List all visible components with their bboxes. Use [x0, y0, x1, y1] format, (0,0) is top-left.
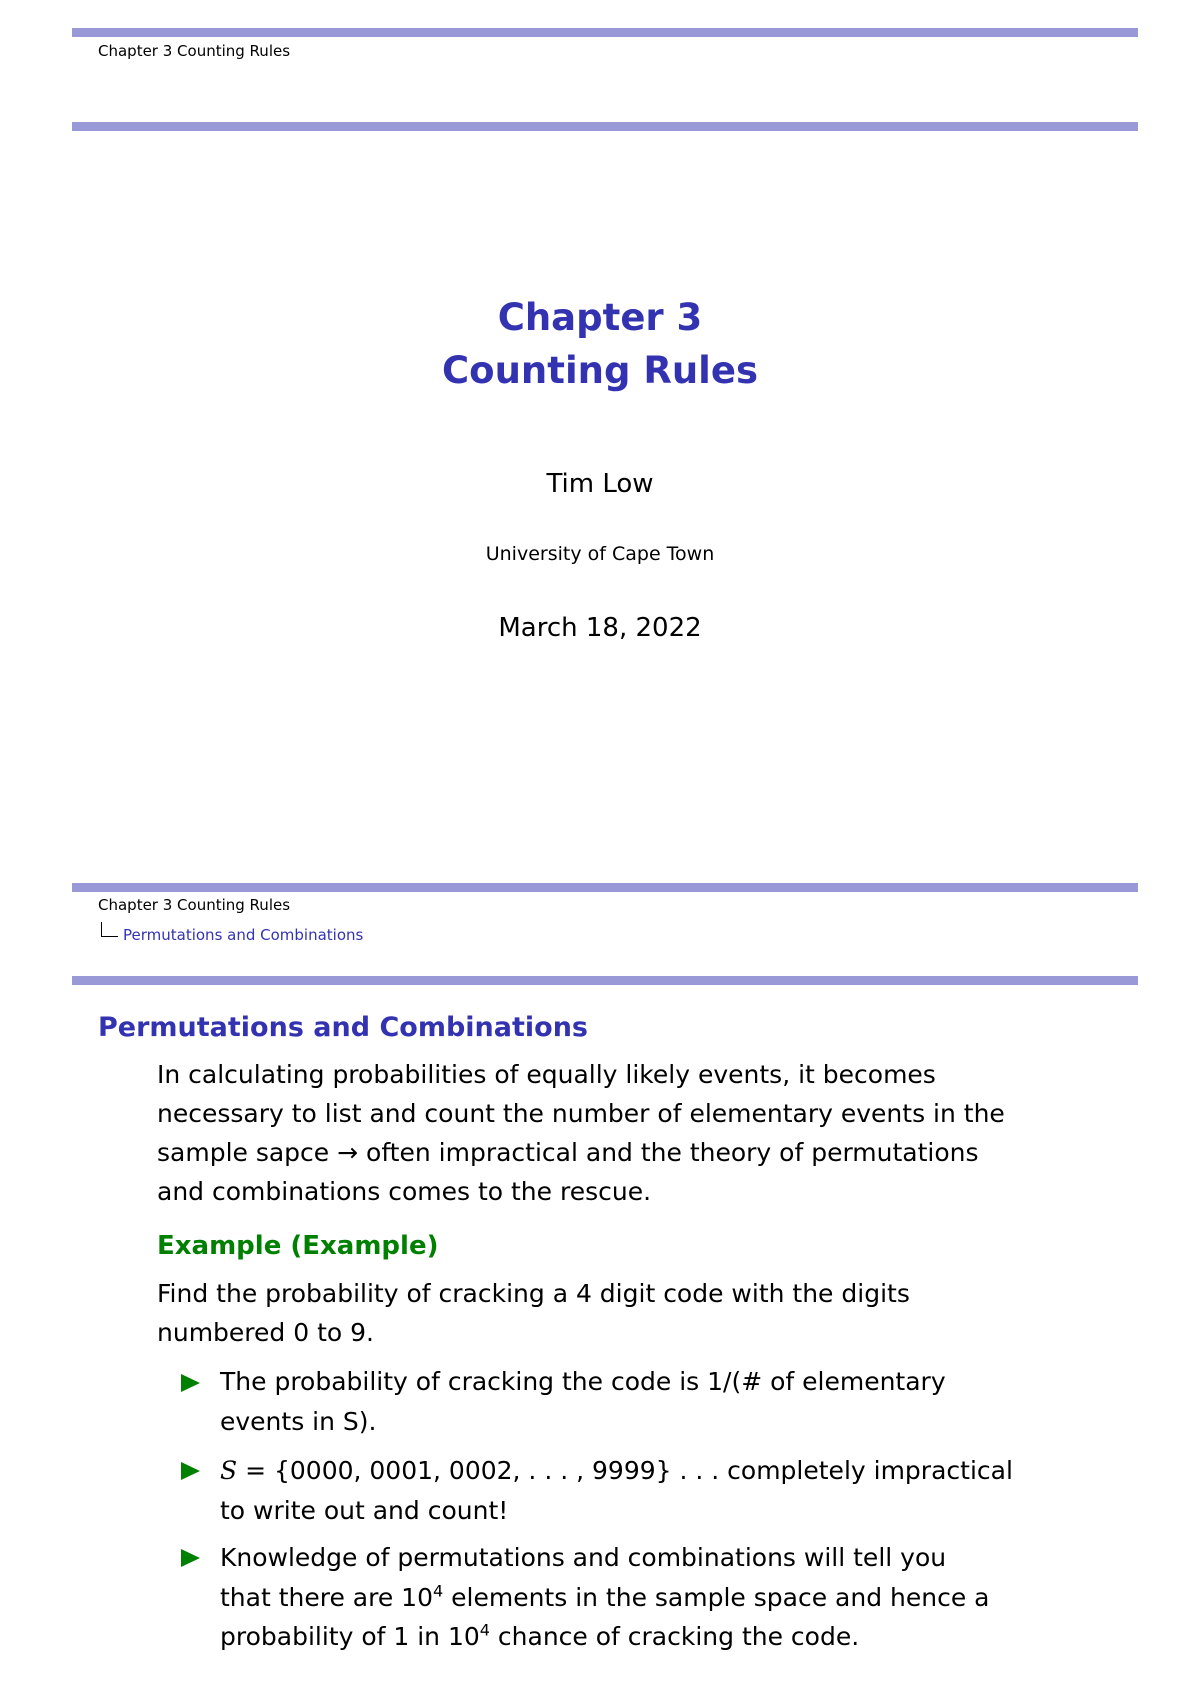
bullet-text: = {0000, 0001, 0002, . . . , 9999} . . . completely impractical: [237, 1456, 1013, 1485]
bullet-text: probability of 1 in 10: [220, 1622, 480, 1651]
intro-paragraph: [157, 1055, 1005, 1211]
exponent: 4: [479, 1620, 490, 1640]
bullet-line: [220, 1617, 989, 1657]
bullet-text: elements in the sample space and hence a: [443, 1582, 990, 1612]
header-bar-bottom: [72, 122, 1138, 131]
title-line-2: Counting Rules: [442, 349, 758, 392]
bullet-item: [220, 1538, 989, 1657]
bullet-line: Knowledge of permutations and combinations will tell you: [220, 1543, 947, 1572]
bullet-item: [220, 1362, 946, 1441]
date: March 18, 2022: [498, 613, 702, 643]
bullet-line: The probability of cracking the code is 1/(# of elementary: [220, 1367, 946, 1396]
bullet-triangle-icon: [181, 1462, 200, 1480]
bullet-item: [220, 1451, 1013, 1530]
exponent: 4: [433, 1581, 444, 1601]
bullet-triangle-icon: [181, 1549, 200, 1567]
example-line: Find the probability of cracking a 4 digit code with the digits: [157, 1279, 910, 1308]
paragraph-line: sample sapce → often impractical and the theory of permutations: [157, 1138, 979, 1167]
section-breadcrumb: Permutations and Combinations: [123, 926, 364, 944]
header-bar-top: [72, 883, 1138, 892]
bullet-text: chance of cracking the code.: [489, 1622, 860, 1651]
title-line-1: Chapter 3: [497, 296, 703, 339]
bullet-line: events in S).: [220, 1406, 377, 1436]
paragraph-line: necessary to list and count the number of elementary events in the: [157, 1099, 1005, 1128]
example-heading: Example (Example): [157, 1231, 439, 1261]
paragraph-line: and combinations comes to the rescue.: [157, 1177, 652, 1206]
slide-header: Chapter 3 Counting Rules: [98, 42, 291, 60]
math-variable: S: [220, 1456, 238, 1485]
bullet-text: that there are 10: [220, 1582, 433, 1612]
author: Tim Low: [546, 469, 654, 499]
institute: University of Cape Town: [485, 543, 715, 565]
bullet-triangle-icon: [181, 1374, 200, 1392]
paragraph-line: In calculating probabilities of equally likely events, it becomes: [157, 1060, 936, 1089]
bullet-line: [220, 1451, 1013, 1491]
example-line: numbered 0 to 9.: [157, 1318, 374, 1347]
bullet-line: [220, 1578, 989, 1618]
slide-header: Chapter 3 Counting Rules: [98, 896, 291, 914]
frame-title: Permutations and Combinations: [98, 1012, 588, 1043]
section-breadcrumb-connector: [101, 922, 118, 937]
bullet-line: to write out and count!: [220, 1495, 509, 1525]
example-text: [157, 1274, 910, 1352]
header-bar-bottom: [72, 976, 1138, 985]
header-bar-top: [72, 28, 1138, 37]
